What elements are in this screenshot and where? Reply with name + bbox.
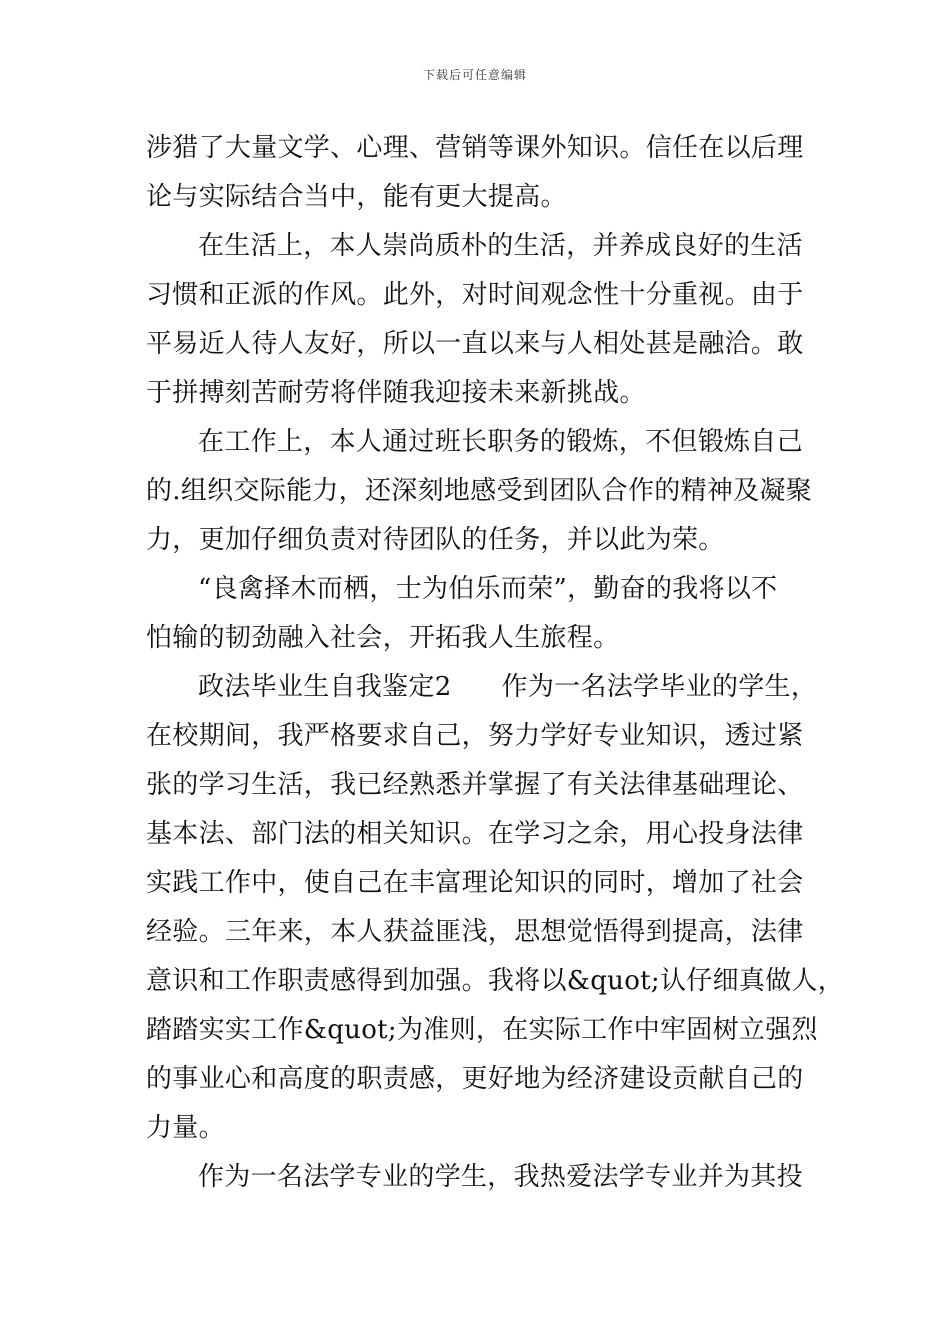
line-text: 在工作上，本人通过班长职务的锻炼，不但锻炼自己 <box>198 427 803 457</box>
line-text: 怕输的韧劲融入社会，开拓我人生旅程。 <box>146 623 620 653</box>
line-text: 在生活上，本人崇尚质朴的生活，并养成良好的生活 <box>198 231 803 261</box>
text-line <box>146 467 813 516</box>
text-line <box>146 1055 808 1104</box>
line-text: 张的学习生活，我已经熟悉并掌握了有关法律基础理论、 <box>146 770 804 800</box>
text-line <box>146 859 808 908</box>
section-title: 政法毕业生自我鉴定2 <box>198 672 452 702</box>
line-text: 的事业心和高度的职责感，更好地为经济建设贡献自己的 <box>146 1064 804 1094</box>
line-text: 的.组织交际能力，还深刻地感受到团队合作的精神及凝聚 <box>146 476 813 506</box>
line-text: 作为一名法学专业的学生，我热爱法学专业并为其投 <box>198 1162 803 1192</box>
text-line <box>146 957 845 1006</box>
line-text: 实践工作中，使自己在丰富理论知识的同时，增加了社会 <box>146 868 804 898</box>
text-line <box>146 516 808 565</box>
line-text: 意识和工作职责感得到加强。我将以&quot;认仔细真做人， <box>146 966 845 996</box>
line-text: 基本法、部门法的相关知识。在学习之余，用心投身法律 <box>146 819 804 849</box>
text-line <box>146 908 808 957</box>
text-line <box>146 320 808 369</box>
paragraph-start-line <box>146 1153 808 1202</box>
text-line <box>146 810 808 859</box>
paragraph-start-line <box>146 565 808 614</box>
line-text: 在校期间，我严格要求自己，努力学好专业知识，透过紧 <box>146 721 804 751</box>
line-text: 涉猎了大量文学、心理、营销等课外知识。信任在以后理 <box>146 133 804 163</box>
line-text: 力，更加仔细负责对待团队的任务，并以此为荣。 <box>146 525 725 555</box>
line-text: 于拼搏刻苦耐劳将伴随我迎接未来新挑战。 <box>146 378 646 408</box>
text-line <box>146 124 808 173</box>
text-line <box>146 1104 808 1153</box>
line-text: “良禽择木而栖，士为伯乐而荣”，勤奋的我将以不 <box>198 574 778 604</box>
section-heading-line <box>146 663 818 712</box>
line-text: 力量。 <box>146 1113 225 1143</box>
text-line <box>146 614 808 663</box>
line-text: 论与实际结合当中，能有更大提高。 <box>146 182 567 212</box>
text-line <box>146 1006 818 1055</box>
line-text: 作为一名法学毕业的学生， <box>501 672 818 702</box>
text-line <box>146 369 808 418</box>
line-text: 踏踏实实工作&quot;为准则，在实际工作中牢固树立强烈 <box>146 1015 818 1045</box>
text-line <box>146 712 808 761</box>
paragraph-start-line <box>146 418 808 467</box>
line-text: 习惯和正派的作风。此外，对时间观念性十分重视。由于 <box>146 280 804 310</box>
text-line <box>146 271 808 320</box>
document-body <box>146 124 845 1202</box>
line-text: 经验。三年来，本人获益匪浅，思想觉悟得到提高，法律 <box>146 917 804 947</box>
page-header: 下载后可任意编辑 <box>422 68 527 82</box>
text-line <box>146 761 808 810</box>
paragraph-start-line <box>146 222 808 271</box>
line-text: 平易近人待人友好，所以一直以来与人相处甚是融洽。敢 <box>146 329 804 359</box>
text-line <box>146 173 808 222</box>
